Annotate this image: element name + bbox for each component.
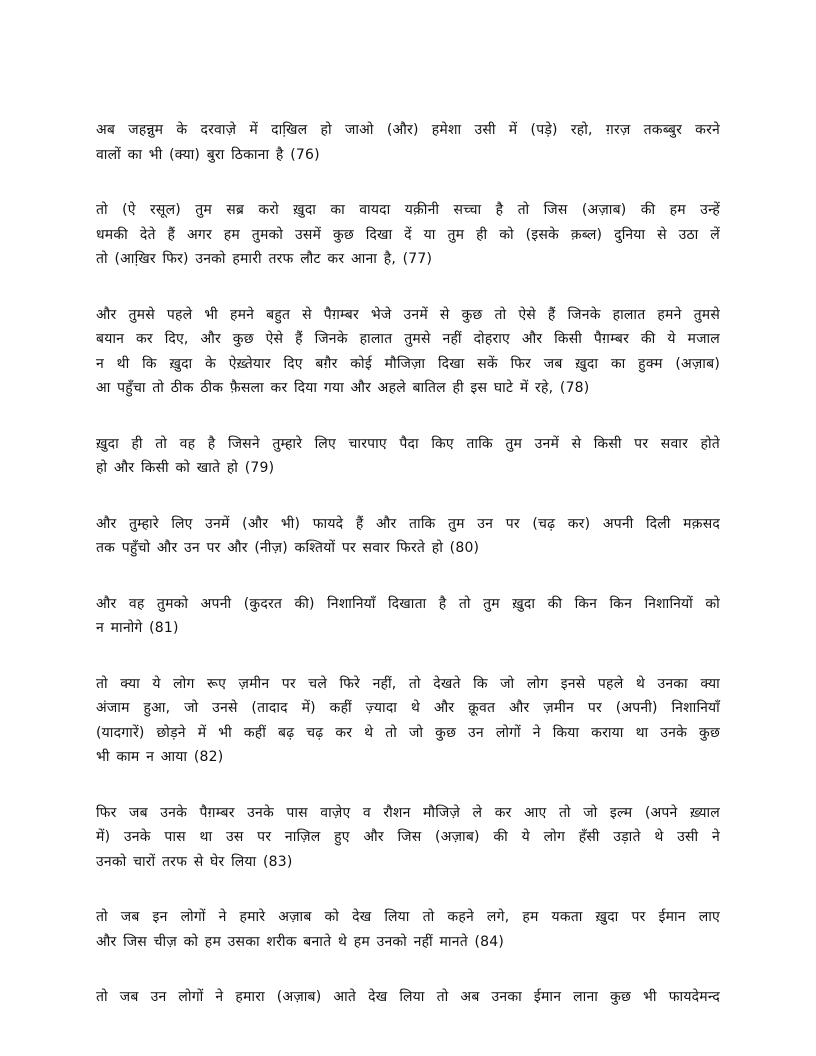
verse-paragraph <box>96 198 720 272</box>
verse-paragraph <box>96 801 720 875</box>
verse-line: धमकी देते हैं अगर हम तुमको उसमें कुछ दिखा दें या तुम ही को (इसके क़ब्ल) दुनिया से उठा लें <box>96 226 720 243</box>
verse-line: (यादगारें) छोड़ने में भी कहीं बढ़ चढ़ कर थे तो जो कुछ उन लोगों ने किया कराया था उनके कुछ <box>96 724 720 741</box>
verse-line: न थी कि ख़ुदा के ऐख़्तेयार दिए बग़ैर कोई मौजिज़ा दिखा सकें फिर जब ख़ुदा का हुक्म (अज़ाब) <box>96 355 720 372</box>
verse-paragraph <box>96 592 720 641</box>
verse-line: तो जब उन लोगों ने हमारा (अज़ाब) आते देख लिया तो अब उनका ईमान लाना कुछ भी फायदेमन्द <box>96 989 720 1005</box>
verse-line: तो जब इन लोगों ने हमारे अज़ाब को देख लिया तो कहने लगे, हम यकता ख़ुदा पर ईमान लाए <box>96 909 720 925</box>
verse-paragraph <box>96 303 720 401</box>
verse-line: और तुम्हारे लिए उनमें (और भी) फायदे हैं और ताकि तुम उन पर (चढ़ कर) अपनी दिली मक़सद <box>96 515 720 532</box>
verse-line: तो (आखि़र फिर) उनको हमारी तरफ लौट कर आना है, (77) <box>96 251 433 267</box>
verse-line: उनको चारों तरफ से घेर लिया (83) <box>96 853 293 870</box>
verse-paragraph <box>96 512 720 561</box>
verse-line: आ पहुँचा तो ठीक ठीक फ़ैसला कर दिया गया और अहले बातिल ही इस घाटे में रहे, (78) <box>96 380 590 396</box>
verse-line: अब जहन्नुम के दरवाज़े में दाखि़ल हो जाओ (और) हमेशा उसी में (पड़े) रहो, ग़रज़ तकब्बुर करने <box>96 122 720 138</box>
verse-paragraph <box>96 118 720 167</box>
verse-line: अंजाम हुआ, जो उनसे (तादाद में) कहीं ज़्यादा थे और क़ूवत और ज़मीन पर (अपनी) निशानियाँ <box>96 700 720 716</box>
verse-line: फिर जब उनके पैग़म्बर उनके पास वाज़ेए व रौशन मौजिज़े ले कर आए तो जो इल्म (अपने ख़्याल <box>96 804 720 821</box>
verse-line: तो (ऐ रसूल) तुम सब्र करो ख़ुदा का वायदा यक़ीनी सच्चा है तो जिस (अज़ाब) की हम उन्हें <box>96 202 720 218</box>
verse-line: और जिस चीज़ को हम उसका शरीक बनाते थे हम उनको नहीं मानते (84) <box>96 933 505 950</box>
verse-line: भी काम न आया (82) <box>96 749 224 765</box>
verse-list <box>96 118 720 1010</box>
verse-line: तक पहुँचो और उन पर और (नीज़) कश्तियों पर सवार फिरते हो (80) <box>96 540 480 556</box>
verse-line: वालों का भी (क्या) बुरा ठिकाना है (76) <box>96 146 320 163</box>
verse-line: बयान कर दिए, और कुछ ऐसे हैं जिनके हालात तुमसे नहीं दोहराए और किसी पैग़म्बर की ये मजाल <box>96 331 720 347</box>
verse-line: और तुमसे पहले भी हमने बहुत से पैग़म्बर भेजे उनमें से कुछ तो ऐसे हैं जिनके हालात हमने तुमसे <box>96 306 720 323</box>
verse-line: तो क्या ये लोग रूए ज़मीन पर चले फिरे नहीं, तो देखते कि जो लोग इनसे पहले थे उनका क्या <box>96 675 720 692</box>
verse-paragraph <box>96 432 720 481</box>
verse-line: ख़ुदा ही तो वह है जिसने तुम्हारे लिए चारपाए पैदा किए ताकि तुम उनमें से किसी पर सवार होते <box>96 435 720 452</box>
verse-paragraph <box>96 672 720 770</box>
verse-line: हो और किसी को खाते हो (79) <box>96 460 275 476</box>
verse-paragraph <box>96 905 720 954</box>
verse-line: न मानोगे (81) <box>96 620 179 636</box>
verse-line: में) उनके पास था उस पर नाज़िल हुए और जिस (अज़ाब) की ये लोग हँसी उड़ाते थे उसी ने <box>96 829 720 845</box>
verse-paragraph <box>96 985 720 1010</box>
verse-line: और वह तुमको अपनी (कुदरत की) निशानियाँ दिखाता है तो तुम ख़ुदा की किन किन निशानियों को <box>96 595 720 612</box>
